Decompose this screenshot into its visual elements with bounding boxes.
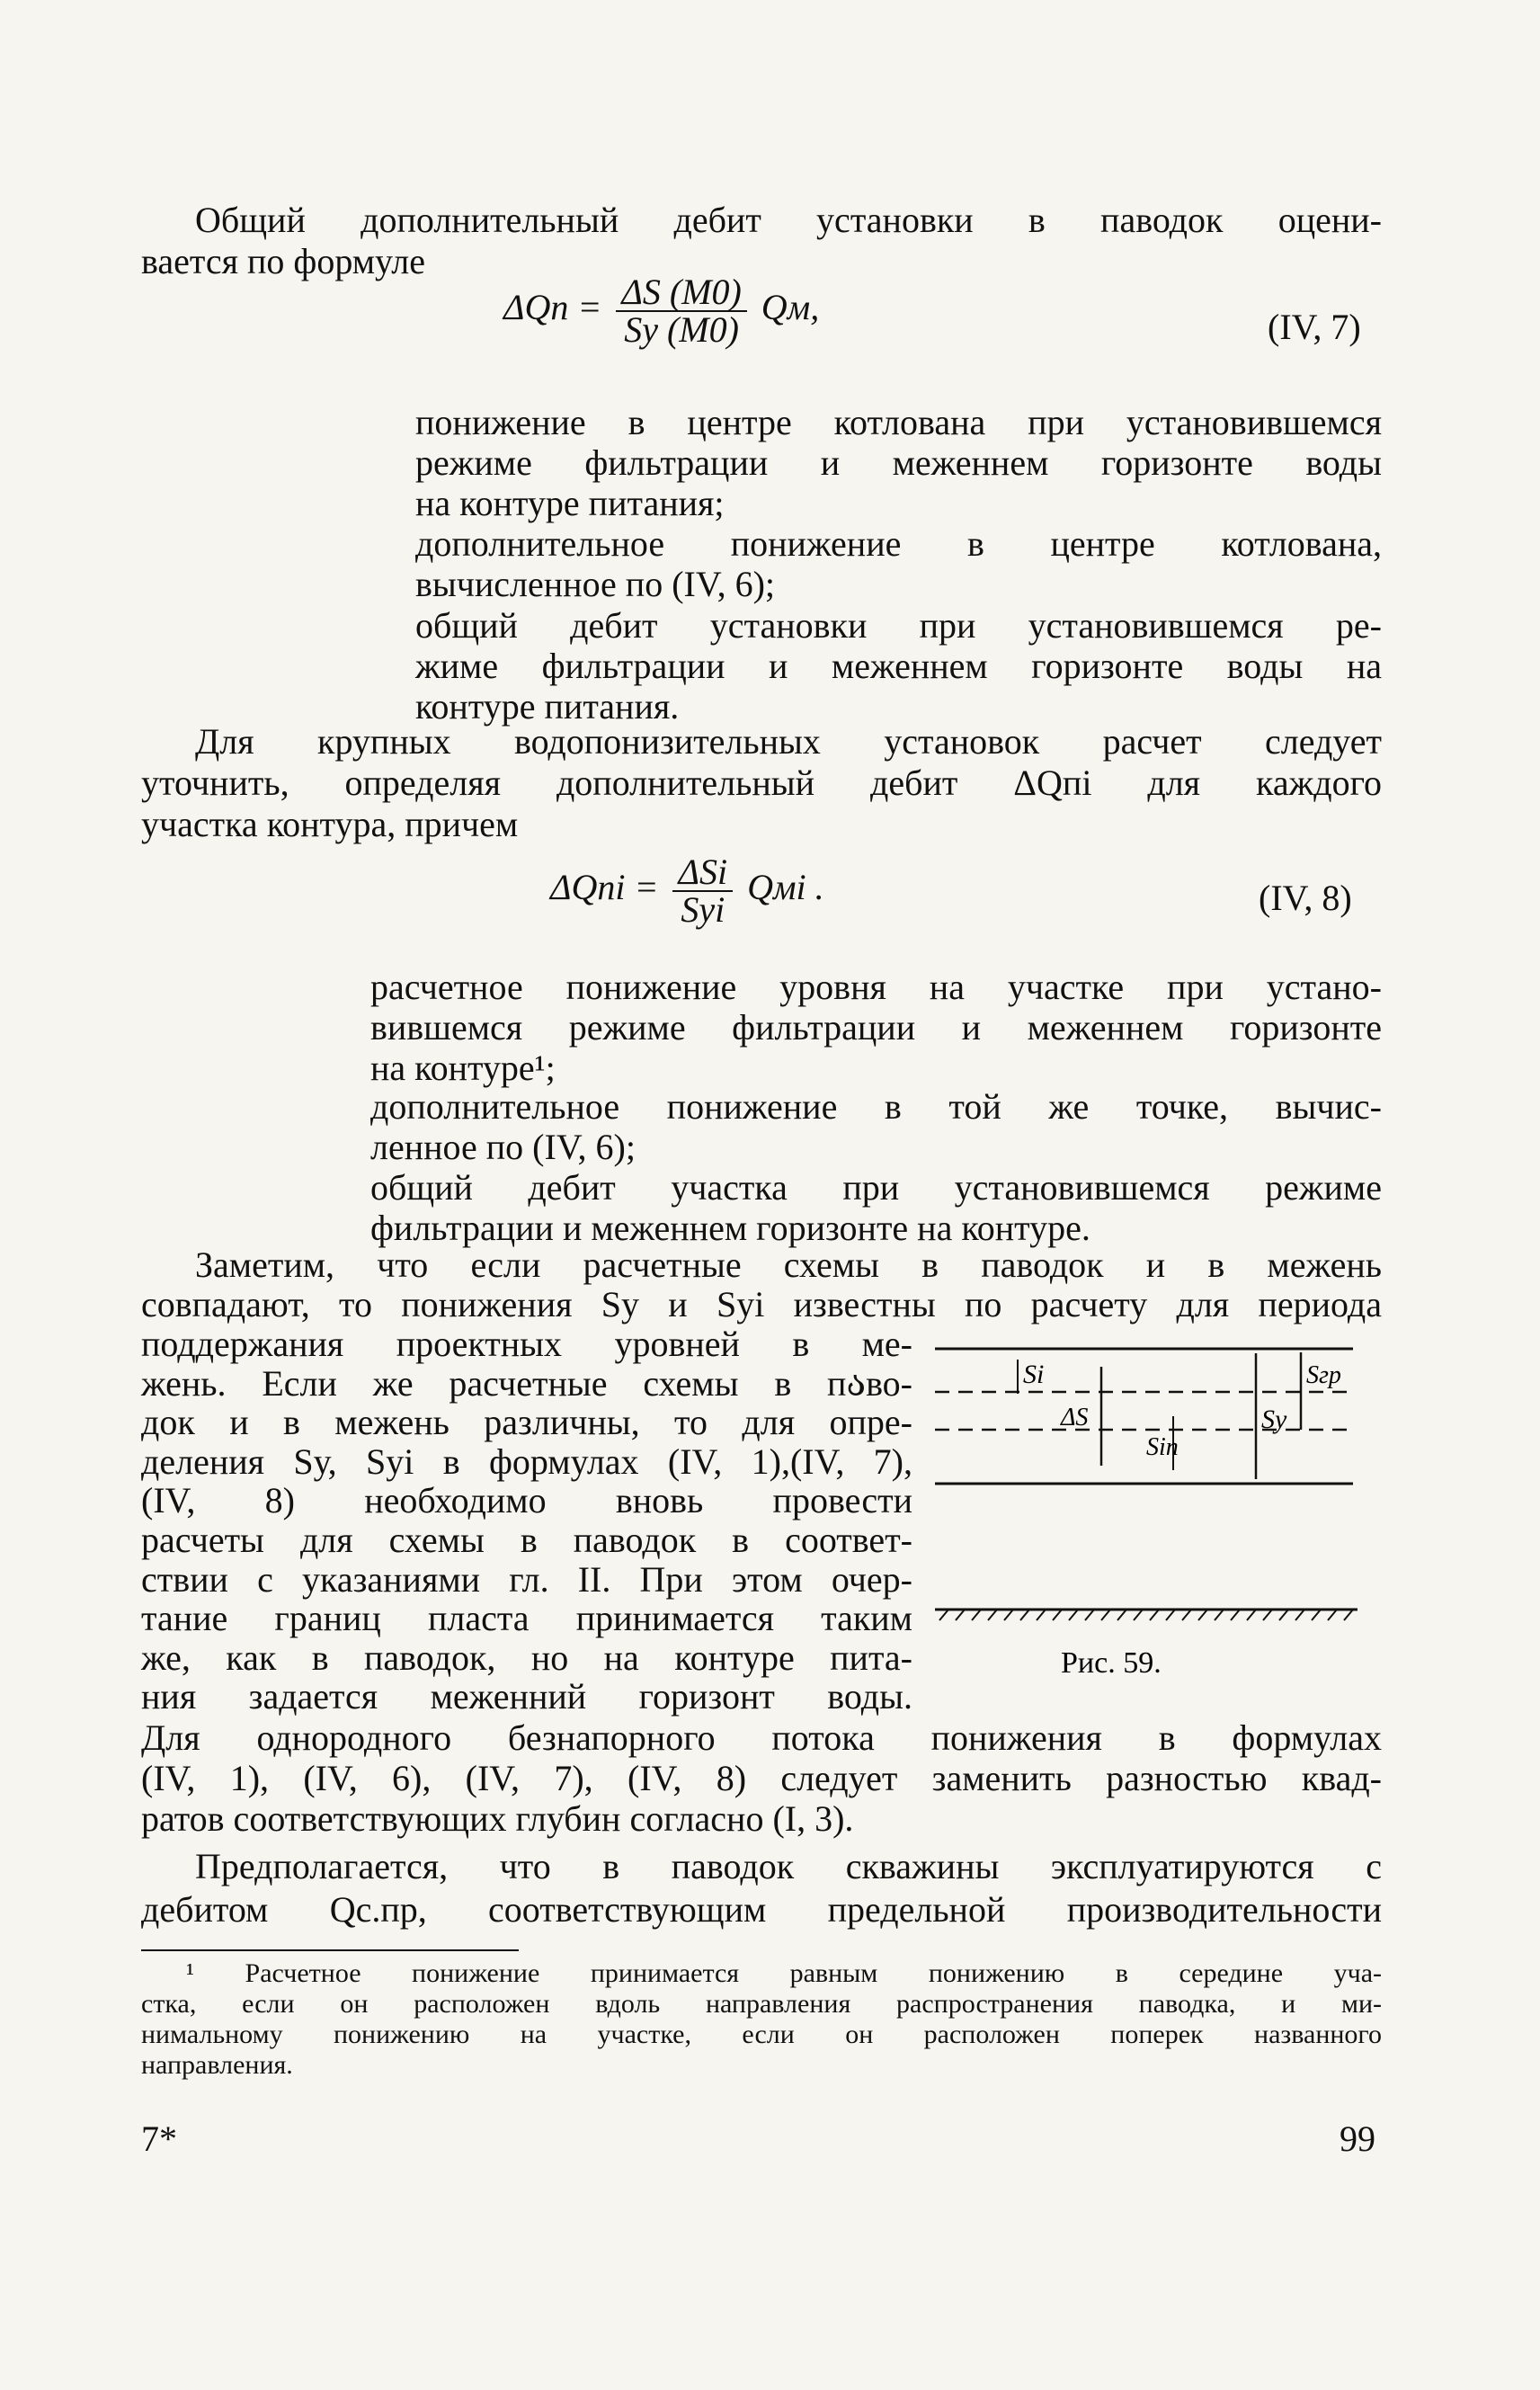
text-line: деления Sу, Sуi в формулах (IV, 1),(IV, 7), [141,1440,912,1482]
paragraph-2 [141,721,1382,845]
text-line: (IV, 8) необходимо вновь провести [141,1480,912,1521]
eq-denominator: Syi [681,889,725,930]
text-line: Для однородного безнапорного потока понижения в формулах [141,1717,1382,1758]
equation-iv-7 [503,274,819,348]
text-line: дополнительное понижение в центре котлована, [415,523,1382,564]
hatching [939,1610,1353,1620]
footnote-rule [141,1949,519,1951]
text-line: совпадают, то понижения Sу и Sуi известны по расчету для периода [141,1284,1382,1324]
eq-fraction [616,274,746,348]
text-line: уточнить, определяя дополнительный дебит ΔQпi для каждого [141,762,1382,803]
eq-lhs: ΔQп = [503,287,602,328]
text-line: дебитом Qс.пр, соответствующим предельной производительности [141,1889,1382,1930]
text-line: вается по формуле [141,241,425,281]
eq-numerator: ΔSi [672,854,733,892]
text-line: жень. Если же расчетные схемы в пაво- [141,1362,912,1404]
footnote-line: стка, если он расположен вдоль направления распространения паводка, и ми- [141,1989,1382,2019]
paragraph-3-intro [141,1245,1382,1324]
paragraph-3-wrapped [141,1324,912,1717]
text-line: (IV, 1), (IV, 6), (IV, 7), (IV, 8) следует заменить разностью квад- [141,1758,1382,1798]
text-line: фильтрации и меженнем горизонте на контуре. [370,1208,1090,1248]
text-line: ленное по (IV, 6); [370,1127,636,1167]
text-line: же, как в паводок, но на контуре пита- [141,1636,912,1678]
def-desc [415,402,1382,523]
paragraph-3-tail [141,1717,1382,1839]
def-desc [370,967,1382,1088]
text-line: вившемся режиме фильтрации и меженнем горизонте [370,1007,1382,1048]
text-line: жиме фильтрации и меженнем горизонте воды на [415,646,1382,686]
def-desc [415,523,1382,604]
paragraph-1 [141,200,1382,282]
page-number: 99 [1340,2118,1375,2159]
equation-iv-8 [550,854,824,928]
text-line: Общий дополнительный дебит установки в паводок оцени- [195,200,1382,240]
text-line: общий дебит участка при установившемся режиме [370,1167,1382,1208]
eq-fraction [672,854,733,928]
def-desc [370,1167,1382,1248]
footnote-line: нимальному понижению на участке, если он расположен поперек названного [141,2020,1382,2049]
label-sgr: Sгр [1306,1361,1341,1389]
def-desc [370,1086,1382,1167]
label-ds: ΔS [1061,1404,1089,1431]
text-line: вычисленное по (IV, 6); [415,564,776,604]
label-si: Si [1023,1360,1045,1389]
def-desc [415,605,1382,727]
text-line: ствии с указаниями гл. II. При этом очер- [141,1558,912,1600]
text-line: на контуре питания; [415,483,725,523]
footnote-line: ¹ Расчетное понижение принимается равным понижению в середине уча- [186,1958,1382,1988]
eq-rhs: Qм, [761,287,820,328]
text-line: док и в межень различны, то для опре- [141,1402,912,1443]
label-sy: Sy [1261,1405,1287,1434]
text-line: Заметим, что если расчетные схемы в паводок и в межень [195,1244,1382,1285]
footnote [141,1958,1382,2081]
paragraph-4 [141,1845,1382,1931]
eq-numerator: ΔS (M0) [616,274,746,312]
text-line: Для крупных водопонизительных установок расчет следует [195,721,1382,762]
equation-label: (IV, 7) [1268,307,1361,347]
text-line: ратов соответствующих глубин согласно (I, 3). [141,1798,854,1839]
eq-rhs: Qмi . [747,867,824,908]
text-line: ния задается меженний горизонт воды. [141,1676,912,1717]
text-line: тание границ пласта принимается таким [141,1598,912,1639]
text-line: общий дебит установки при установившемся ре- [415,605,1382,646]
text-line: поддержания проектных уровней в ме- [141,1324,912,1364]
equation-label: (IV, 8) [1259,878,1352,918]
text-line: режиме фильтрации и меженнем горизонте воды [415,442,1382,483]
text-line: понижение в центре котлована при установившемся [415,402,1382,442]
eq-denominator: Sу (M0) [624,309,739,350]
label-sin: Siп [1146,1433,1179,1461]
footnote-line: направления. [141,2050,293,2080]
text-line: Предполагается, что в паводок скважины эксплуатируются с [195,1846,1382,1886]
text-line: на контуре¹; [370,1048,556,1088]
text-line: расчетное понижение уровня на участке при устано- [370,967,1382,1007]
figure-caption: Рис. 59. [1061,1646,1162,1680]
text-line: дополнительное понижение в той же точке, вычис- [370,1086,1382,1127]
text-line: участка контура, причем [141,804,519,844]
figure-59 [930,1340,1362,1681]
text-line: расчеты для схемы в паводок в соответ- [141,1519,912,1560]
eq-lhs: ΔQпi = [550,867,659,908]
signature-mark: 7* [141,2118,177,2159]
text-line: контуре питания. [415,686,680,727]
